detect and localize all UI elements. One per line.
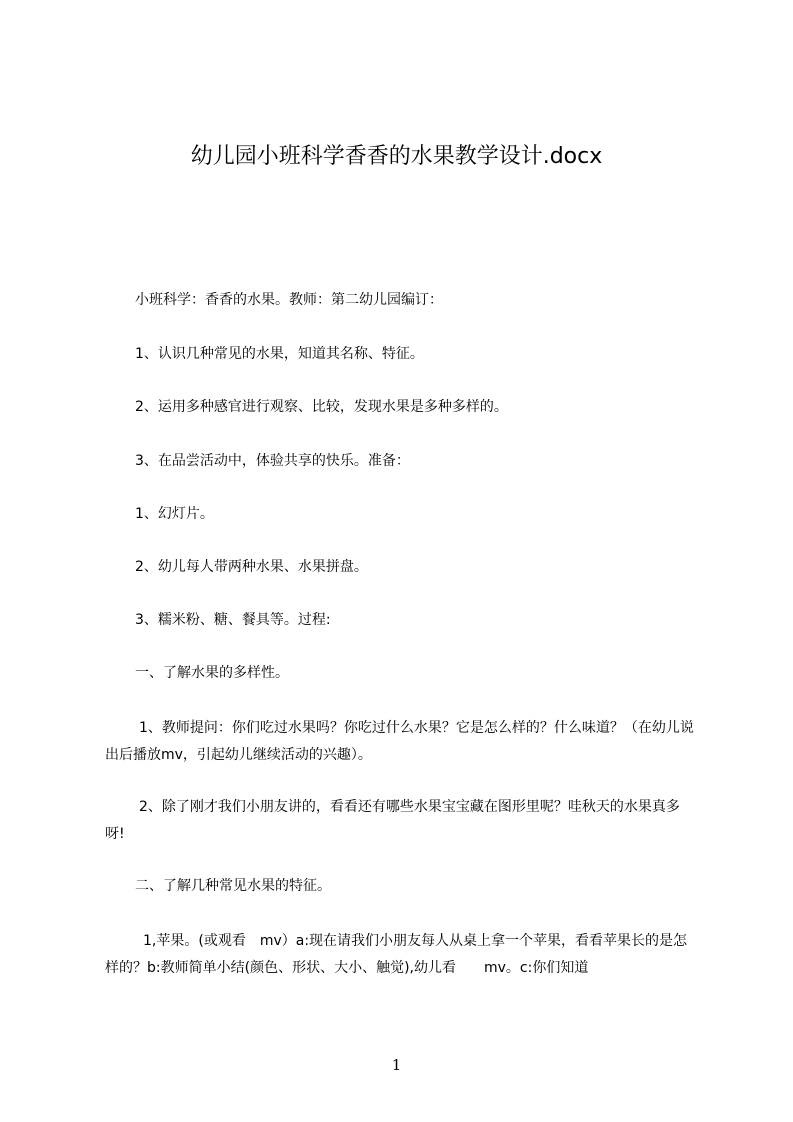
section-heading-1: 一、了解水果的多样性。 [135, 665, 289, 681]
paragraph-prep-1: 1、幻灯片。 [135, 506, 214, 522]
paragraph-prep-3: 3、糯米粉、糖、餐具等。过程: [135, 612, 331, 628]
section-heading-2: 二、了解几种常见水果的特征。 [135, 878, 331, 894]
paragraph-goal-1: 1、认识几种常见的水果，知道其名称、特征。 [135, 346, 424, 362]
paragraph-intro: 小班科学：香香的水果。教师：第二幼儿园编订： [135, 292, 443, 308]
paragraph-goal-3: 3、在品尝活动中，体验共享的快乐。准备： [135, 453, 410, 469]
document-title: 幼儿园小班科学香香的水果教学设计.docx [190, 144, 603, 169]
paragraph-step-1-1: 1、教师提问：你们吃过水果吗？你吃过什么水果？它是怎么样的？什么味道？（在幼儿说出后播放mv，引起幼儿继续活动的兴趣）。 [105, 720, 694, 763]
paragraph-prep-2: 2、幼儿每人带两种水果、水果拼盘。 [135, 559, 368, 575]
paragraph-step-2-1: 1,苹果。(或观看 mv）a:现在请我们小朋友每人从桌上拿一个苹果，看看苹果长的是怎样的？b:教师简单小结(颜色、形状、大小、触觉),幼儿看 mv。c:你们知道 [105, 933, 688, 976]
paragraph-goal-2: 2、运用多种感官进行观察、比较，发现水果是多种多样的。 [135, 399, 508, 415]
page-number: 1 [391, 1056, 402, 1074]
paragraph-step-1-2: 2、除了刚才我们小朋友讲的，看看还有哪些水果宝宝藏在图形里呢？哇秋天的水果真多呀! [105, 799, 680, 842]
